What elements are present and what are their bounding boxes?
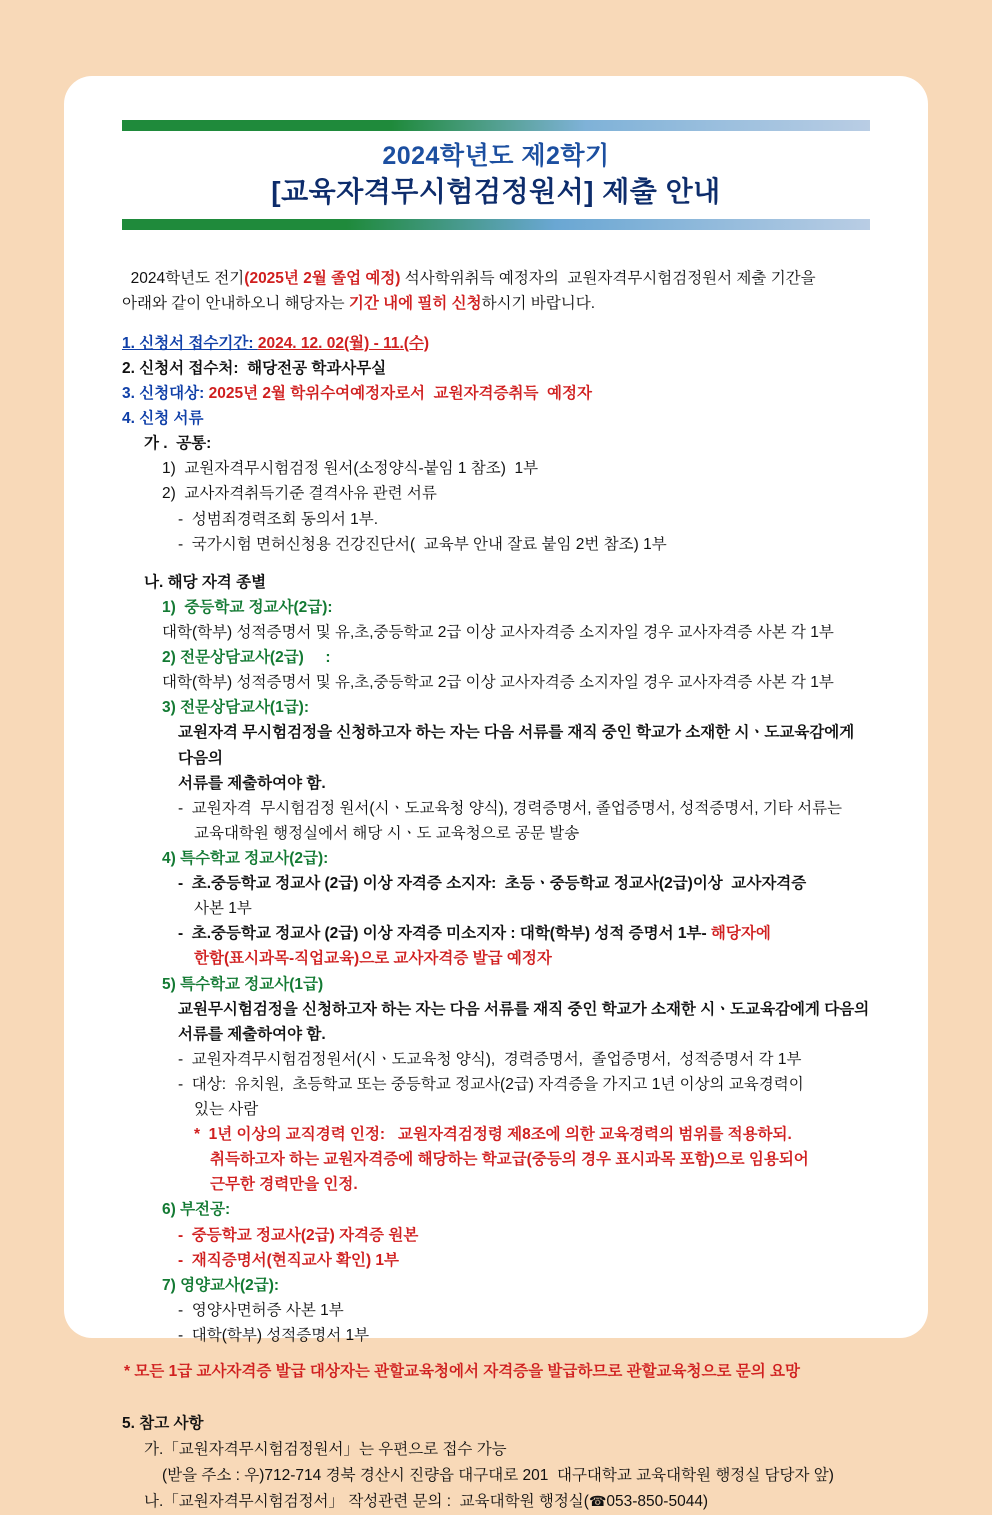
header-top-rule xyxy=(122,120,870,131)
type-5-desc-5: 있는 사람 xyxy=(194,1101,259,1119)
reference-ga: 가.「교원자격무시험검정원서」는 우편으로 접수 가능 xyxy=(144,1440,507,1458)
reference-na-text: 나.「교원자격무시험검정서」 작성관련 문의 : 교육대학원 행정실( xyxy=(144,1493,589,1511)
type-1-title: 1) 중등학교 정교사(2급): xyxy=(162,598,333,616)
page-title-semester: 2024학년도 제2학기 xyxy=(382,142,610,170)
type-4-desc-1: - 초.중등학교 정교사 (2급) 이상 자격증 소지자: 초등ㆍ중등학교 정교사(2급)이상 교사자격증 xyxy=(178,875,807,893)
header-block xyxy=(122,120,870,230)
page-title-main: [교육자격무시험검정원서] 제출 안내 xyxy=(271,176,721,208)
type-7-desc-2: - 대학(학부) 성적증명서 1부 xyxy=(178,1327,370,1345)
type-4-desc-4: 한함(표시과목-직업교육)으로 교사자격증 발급 예정자 xyxy=(194,950,552,968)
item-3-target xyxy=(122,381,870,406)
type-7-title: 7) 영양교사(2급): xyxy=(162,1276,280,1294)
type-5-desc-3: - 교원자격무시험검정원서(시ㆍ도교육청 양식), 경력증명서, 졸업증명서, 성적증명서 각 1부 xyxy=(178,1050,802,1068)
intro-2a: 아래와 같이 안내하오니 해당자는 xyxy=(122,295,349,313)
type-4-desc-3 xyxy=(122,921,870,946)
star-note: * 모든 1급 교사자격증 발급 대상자는 관할교육청에서 자격증을 발급하므로 관할교육청으로 문의 요망 xyxy=(124,1363,800,1381)
type-5-desc-1: 교원무시험검정을 신청하고자 하는 자는 다음 서류를 재직 중인 학교가 소재한 시ㆍ도교육감에게 다음의 xyxy=(178,1000,870,1018)
reference-phone-number: 053-850-5044) xyxy=(606,1493,709,1511)
intro-paragraph xyxy=(122,266,870,317)
intro-1a: 2024학년도 전기 xyxy=(122,269,245,287)
type-1-desc: 대학(학부) 성적증명서 및 유,초,중등학교 2급 이상 교사자격증 소지자일 경우 교사자격증 사본 각 1부 xyxy=(162,623,834,641)
item-4-documents: 4. 신청 서류 xyxy=(122,410,204,428)
intro-1c: 석사학위취득 예정자의 교원자격무시험검정원서 제출 기간을 xyxy=(400,269,816,287)
type-3-desc-2: 서류를 제출하여야 함. xyxy=(178,774,326,792)
header-title-area xyxy=(122,131,870,219)
type-3-desc-3: - 교원자격 무시험검정 원서(시ㆍ도교육청 양식), 경력증명서, 졸업증명서, 성적증명서, 기타 서류는 xyxy=(178,799,843,817)
type-6-desc-1: - 중등학교 정교사(2급) 자격증 원본 xyxy=(178,1226,419,1244)
item-3-label: 3. 신청대상: xyxy=(122,384,209,402)
reference-address: (받을 주소 : 우)712-714 경북 경산시 진량읍 대구대로 201 대구대학교 교육대학원 행정실 담당자 앞) xyxy=(162,1467,834,1484)
item-4-ga-common: 가 . 공통: xyxy=(144,435,212,453)
reference-na xyxy=(122,1489,870,1515)
notice-content xyxy=(122,120,870,1515)
item-4-ga-2: 2) 교사자격취득기준 결격사유 관련 서류 xyxy=(162,485,437,503)
item-4-na-types: 나. 해당 자격 종별 xyxy=(144,573,267,591)
section-list xyxy=(122,331,870,1385)
type-5-desc-2: 서류를 제출하여야 함. xyxy=(178,1025,326,1043)
type-5-desc-6: * 1년 이상의 교직경력 인정: 교원자격검정령 제8조에 의한 교육경력의 범위를 적용하되. xyxy=(194,1126,792,1144)
header-bottom-rule xyxy=(122,219,870,230)
type-3-title: 3) 전문상담교사(1급): xyxy=(162,699,310,717)
type-3-desc-1: 교원자격 무시험검정을 신청하고자 하는 자는 다음 서류를 재직 중인 학교가 소재한 시ㆍ도교육감에게 다음의 xyxy=(178,724,859,767)
type-4-title: 4) 특수학교 정교사(2급): xyxy=(162,849,329,867)
item-3-value: 2025년 2월 학위수여예정자로서 교원자격증취득 예정자 xyxy=(208,384,592,402)
intro-line-2 xyxy=(122,291,870,317)
type-7-desc-1: - 영양사면허증 사본 1부 xyxy=(178,1301,344,1319)
intro-line-1 xyxy=(122,266,870,292)
type-5-title: 5) 특수학교 정교사(1급) xyxy=(162,975,324,993)
type-3-desc-4: 교육대학원 행정실에서 해당 시ㆍ도 교육청으로 공문 발송 xyxy=(194,824,580,842)
reference-title: 5. 참고 사항 xyxy=(122,1414,204,1432)
item-4-ga-2b: - 국가시험 면허신청용 건강진단서( 교육부 안내 잘료 붙임 2번 참조) 1부 xyxy=(178,535,667,553)
intro-2c: 하시기 바랍니다. xyxy=(481,295,596,313)
item-1-label: 1. 신청서 접수기간: xyxy=(122,334,258,352)
type-2-title: 2) 전문상담교사(2급) : xyxy=(162,649,331,667)
type-4-desc-3b: 해당자에 xyxy=(710,925,771,943)
type-5-desc-7: 취득하고자 하는 교원자격증에 해당하는 학교급(중등의 경우 표시과목 포함)으로 임용되어 xyxy=(210,1151,809,1169)
item-2-place: 2. 신청서 접수처: 해당전공 학과사무실 xyxy=(122,359,387,377)
phone-icon: ☎ xyxy=(588,1493,607,1510)
type-2-desc: 대학(학부) 성적증명서 및 유,초,중등학교 2급 이상 교사자격증 소지자일 경우 교사자격증 사본 각 1부 xyxy=(162,674,834,692)
notice-page xyxy=(64,76,928,1511)
type-4-desc-2: 사본 1부 xyxy=(194,900,252,918)
item-4-ga-1: 1) 교원자격무시험검정 원서(소정양식-붙임 1 참조) 1부 xyxy=(162,460,539,478)
intro-1b: (2025년 2월 졸업 예정) xyxy=(244,269,401,287)
type-6-title: 6) 부전공: xyxy=(162,1201,231,1219)
type-5-desc-4: - 대상: 유치원, 초등학교 또는 중등학교 정교사(2급) 자격증을 가지고 1년 이상의 교육경력이 xyxy=(178,1075,804,1093)
type-6-desc-2: - 재직증명서(현직교사 확인) 1부 xyxy=(178,1251,400,1269)
reference-section xyxy=(122,1411,870,1515)
type-5-desc-8: 근무한 경력만을 인정. xyxy=(210,1176,358,1194)
type-4-desc-3a: - 초.중등학교 정교사 (2급) 이상 자격증 미소지자 : 대학(학부) 성적 증명서 1부- xyxy=(178,925,711,943)
spacer-1 xyxy=(122,557,870,570)
item-1-period xyxy=(122,331,870,356)
intro-2b: 기간 내에 필히 신청 xyxy=(348,295,482,313)
item-4-ga-2a: - 성범죄경력조회 동의서 1부. xyxy=(178,510,379,528)
item-1-value: 2024. 12. 02(월) - 11.(수) xyxy=(257,334,430,352)
